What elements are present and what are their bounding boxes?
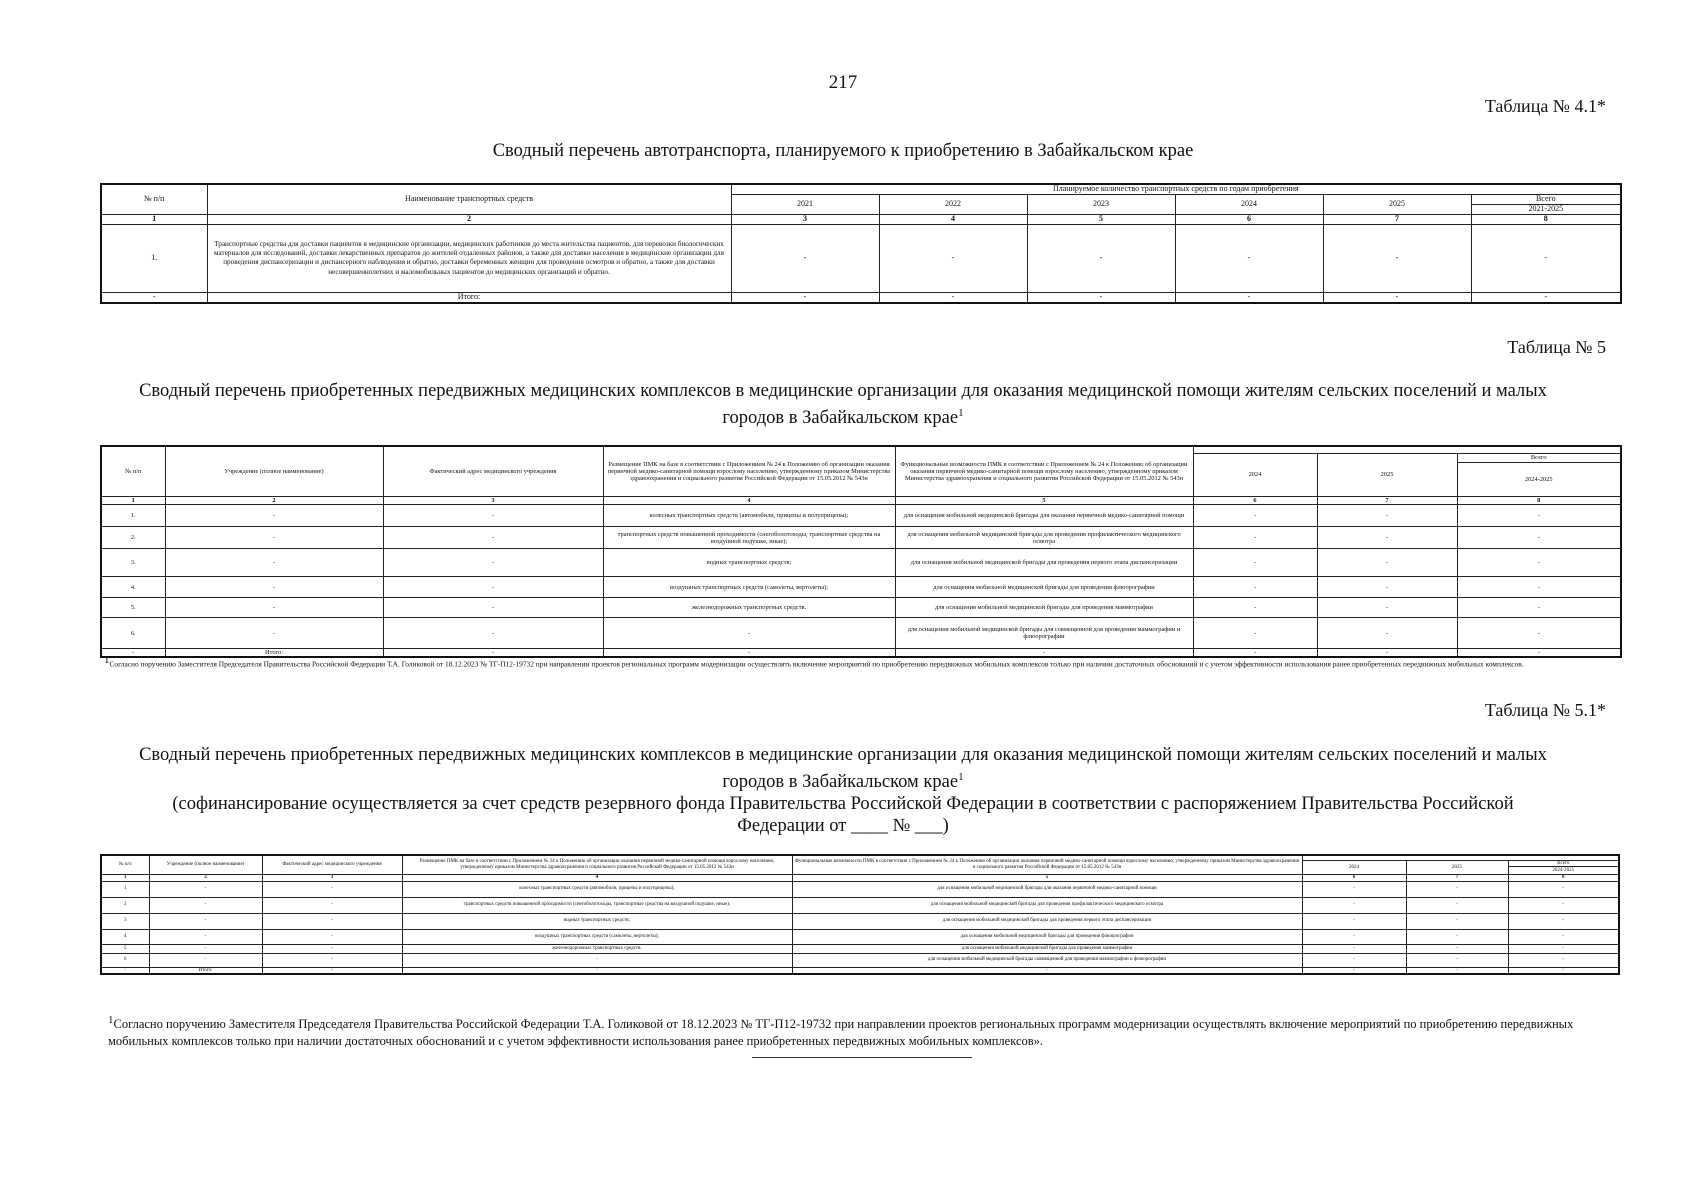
- cell-institution: -: [149, 881, 262, 897]
- cell-value: -: [1317, 527, 1457, 549]
- col-number: 8: [1457, 497, 1621, 505]
- cell-value: -: [1193, 527, 1317, 549]
- row-num: 3: [101, 913, 149, 929]
- row-num: 1: [101, 881, 149, 897]
- cell-institution: -: [165, 577, 383, 598]
- cell-value: -: [1175, 224, 1323, 292]
- cell-institution: -: [165, 505, 383, 527]
- cell-value: -: [1406, 967, 1508, 974]
- cell-value: -: [1457, 598, 1621, 618]
- heading-line: (софинансирование осуществляется за счет средств резервного фонда Правительства Российской Федерации в соответствии с распоряжением Правительства Российской: [172, 794, 1514, 815]
- cell-placement: -: [603, 618, 895, 649]
- cell-value: -: [879, 224, 1027, 292]
- total-label: Итого:: [149, 967, 262, 974]
- row-num: 2.: [101, 527, 165, 549]
- header-institution: Учреждение (полное наименование): [149, 855, 262, 875]
- header-total-range: 2024-2025: [1457, 463, 1621, 497]
- total-row: [101, 967, 1619, 974]
- total-row: [101, 292, 1621, 302]
- table-4-1-heading: Сводный перечень автотранспорта, планируемого к приобретению в Забайкальском крае: [492, 141, 1194, 161]
- col-number: 2: [165, 497, 383, 505]
- total-label: Итого:: [165, 649, 383, 658]
- cell-placement: -: [402, 953, 792, 967]
- cell-value: -: [1508, 881, 1619, 897]
- cell-value: -: [1193, 505, 1317, 527]
- heading-line: Федерации от ____ № ___): [737, 816, 949, 837]
- heading-text: городов в Забайкальском крае: [722, 408, 959, 429]
- header-num: № п/п: [101, 855, 149, 875]
- cell-value: -: [1193, 649, 1317, 658]
- table-row: [101, 881, 1619, 897]
- row-num: 5: [101, 944, 149, 953]
- cell-value: -: [1175, 292, 1323, 302]
- footnote-ref: 1: [958, 407, 964, 419]
- cell-value: -: [1302, 897, 1406, 913]
- cell-functions: для оснащения мобильной медицинской бригады для проведения первого этапа диспансеризации: [895, 549, 1193, 577]
- cell-functions: для оснащения мобильной медицинской бригады для проведения флюорографии: [895, 577, 1193, 598]
- col-number: 5: [895, 497, 1193, 505]
- row-num: 4: [101, 929, 149, 944]
- header-placement: Размещение ПМК на базе в соответствии с Приложением № 24 к Положению об организации оказания первичной медико-санитарной помощи взрослому населению, утвержденному приказом Министерства здравоохранения и социального развития Российской Федерации от 15.05.2012 № 543н: [603, 446, 895, 497]
- header-address: Фактический адрес медицинского учреждения: [383, 446, 603, 497]
- table-row: [101, 527, 1621, 549]
- cell-functions: -: [895, 649, 1193, 658]
- table-5: [100, 445, 1622, 658]
- cell-address: -: [383, 618, 603, 649]
- footnote-text: Согласно поручению Заместителя Председателя Правительства Российской Федерации Т.А. Голиковой от 18.12.2023 № ТГ-П12-19732 при направлении проектов региональных программ модернизации осуществлять включение мероприятий по приобретению передвижных мобильных комплексов только при наличии достаточных обоснований и с учетом эффективности использования ранее приобретенных передвижных мобильных комплексов».: [108, 1017, 1574, 1049]
- cell-value: -: [1406, 953, 1508, 967]
- cell-value: -: [1323, 292, 1471, 302]
- cell-address: -: [383, 527, 603, 549]
- cell-value: -: [1323, 224, 1471, 292]
- table-5-1-caption: Таблица № 5.1*: [1484, 700, 1606, 720]
- cell-value: -: [1317, 505, 1457, 527]
- cell-institution: -: [165, 618, 383, 649]
- cell-institution: -: [149, 929, 262, 944]
- cell-value: -: [1471, 292, 1621, 302]
- cell-value: -: [1471, 224, 1621, 292]
- cell-functions: для оснащения мобильной медицинской бригады для проведения маммографии: [895, 598, 1193, 618]
- cell-value: -: [1027, 292, 1175, 302]
- footnote-ref: 1: [958, 771, 964, 783]
- table-row: [101, 549, 1621, 577]
- header-total-range: 2021-2025: [1471, 204, 1621, 214]
- col-number: 1: [101, 214, 207, 224]
- col-number: 3: [262, 875, 402, 882]
- table-row: [101, 577, 1621, 598]
- cell-functions: для оснащения мобильной медицинской бригады для проведения маммографии: [792, 944, 1302, 953]
- cell-address: -: [383, 505, 603, 527]
- col-number: 5: [792, 875, 1302, 882]
- table-row: [101, 224, 1621, 292]
- cell-address: -: [383, 598, 603, 618]
- col-number: 4: [879, 214, 1027, 224]
- header-year: 2025: [1317, 454, 1457, 497]
- cell-value: -: [1508, 967, 1619, 974]
- header-year: 2023: [1027, 194, 1175, 214]
- header-num: № п/п: [101, 184, 207, 214]
- cell-value: -: [1302, 913, 1406, 929]
- header-num: № п/п: [101, 446, 165, 497]
- row-num: -: [101, 967, 149, 974]
- cell-institution: -: [165, 549, 383, 577]
- heading-line: Сводный перечень приобретенных передвижных медицинских комплексов в медицинские организации для оказания медицинской помощи жителям сельских поселений и малых: [139, 381, 1547, 401]
- header-address: Фактический адрес медицинского учреждения: [262, 855, 402, 875]
- col-number: 8: [1508, 875, 1619, 882]
- cell-value: -: [731, 224, 879, 292]
- cell-value: -: [1457, 649, 1621, 658]
- row-num: 3.: [101, 549, 165, 577]
- cell-address: -: [383, 649, 603, 658]
- cell-value: -: [1508, 929, 1619, 944]
- header-total: Всего: [1508, 860, 1619, 867]
- cell-value: -: [731, 292, 879, 302]
- footnote-marker: 1: [104, 654, 110, 666]
- header-total: Всего: [1471, 194, 1621, 204]
- table-row: [101, 944, 1619, 953]
- header-group: Планируемое количество транспортных средств по годам приобретения: [731, 184, 1621, 194]
- table-5-1-heading: [80, 744, 1606, 837]
- cell-value: -: [1317, 598, 1457, 618]
- table-row: [101, 913, 1619, 929]
- cell-value: -: [1457, 527, 1621, 549]
- cell-placement: железнодорожных транспортных средств.: [402, 944, 792, 953]
- cell-institution: -: [165, 527, 383, 549]
- table-5-heading: [80, 380, 1606, 429]
- row-num: 5.: [101, 598, 165, 618]
- footnote-marker: 1: [108, 1014, 114, 1026]
- cell-value: -: [1508, 913, 1619, 929]
- cell-address: -: [262, 897, 402, 913]
- cell-value: -: [1457, 577, 1621, 598]
- table-row: [101, 505, 1621, 527]
- row-num: 1.: [101, 224, 207, 292]
- cell-functions: для оснащения мобильной медицинской бригады для проведения флюорографии: [792, 929, 1302, 944]
- cell-value: -: [1302, 944, 1406, 953]
- col-number: 2: [207, 214, 731, 224]
- cell-placement: транспортных средств повышенной проходимости (снегоболотоходы, транспортные средства на воздушной подушке, иные);: [603, 527, 895, 549]
- col-number: 4: [603, 497, 895, 505]
- cell-functions: для оснащения мобильной медицинской бригады для проведения профилактического медицинского осмотра: [792, 897, 1302, 913]
- table-4-1: [100, 183, 1622, 304]
- table-row: [101, 897, 1619, 913]
- cell-value: -: [1406, 881, 1508, 897]
- cell-value: -: [1317, 649, 1457, 658]
- cell-value: -: [1193, 618, 1317, 649]
- row-num: 2: [101, 897, 149, 913]
- col-number: 6: [1302, 875, 1406, 882]
- cell-address: -: [262, 881, 402, 897]
- cell-value: -: [1406, 944, 1508, 953]
- table-row: [101, 618, 1621, 649]
- row-text: Транспортные средства для доставки пациентов в медицинские организации, медицинских работников до места жительства пациентов, для перевозки биологических материалов для исследований, доставки лекарственных препаратов до жителей отдаленных районов, а также для доставки населения в медицинские организации для проведения диспансеризации и диспансерного наблюдения и обратно, доставки беременных женщин для проведения осмотров и обратно, а также для доставки несовершеннолетних и маломобильных пациентов до медицинских организаций и обратно.: [207, 224, 731, 292]
- cell-address: -: [262, 913, 402, 929]
- cell-value: -: [1193, 577, 1317, 598]
- col-number: 2: [149, 875, 262, 882]
- col-number: 5: [1027, 214, 1175, 224]
- heading-text: городов в Забайкальском крае: [722, 772, 959, 793]
- cell-institution: -: [149, 953, 262, 967]
- cell-value: -: [1317, 549, 1457, 577]
- header-placement: Размещение ПМК на базе в соответствии с Приложением № 24 к Положению об организации оказания первичной медико-санитарной помощи взрослому населению, утвержденному приказом Министерства здравоохранения и социального развития Российской Федерации от 15.05.2012 № 543н: [402, 855, 792, 875]
- header-functions: Функциональные возможности ПМК в соответствии с Приложением № 24 к Положению об организации оказания первичной медико-санитарной помощи взрослому населению, утвержденному приказом Министерства здравоохранения и социального развития Российской Федерации от 15.05.2012 № 543н: [895, 446, 1193, 497]
- cell-value: -: [1406, 913, 1508, 929]
- table-row: [101, 953, 1619, 967]
- cell-functions: для оснащения мобильной медицинской бригады для оказания первичной медико-санитарной помощи: [895, 505, 1193, 527]
- footnote-text: Согласно поручению Заместителя Председателя Правительства Российской Федерации Т.А. Голиковой от 18.12.2023 № ТГ-П12-19732 при направлении проектов региональных программ модернизации осуществлять включение мероприятий по приобретению передвижных мобильных комплексов только при наличии достаточных обоснований и с учетом эффективности использования ранее приобретенных передвижных мобильных комплексов.: [109, 659, 1524, 669]
- cell-placement: транспортных средств повышенной проходимости (снегоболотоходы, транспортные средства на воздушной подушке, иные);: [402, 897, 792, 913]
- cell-institution: -: [149, 913, 262, 929]
- header-year: 2024: [1302, 860, 1406, 875]
- cell-value: -: [1302, 881, 1406, 897]
- cell-value: -: [1406, 929, 1508, 944]
- col-number: 6: [1193, 497, 1317, 505]
- header-total: Всего: [1457, 454, 1621, 463]
- cell-placement: водных транспортных средств;: [603, 549, 895, 577]
- header-year: 2024: [1193, 454, 1317, 497]
- cell-placement: -: [402, 967, 792, 974]
- col-number: 7: [1323, 214, 1471, 224]
- cell-functions: для оснащения мобильной медицинской бригады совмещенной для проведения маммографии и флюорографии: [792, 953, 1302, 967]
- row-num: 1.: [101, 505, 165, 527]
- cell-value: -: [1317, 577, 1457, 598]
- header-total-range: 2024-2025: [1508, 867, 1619, 875]
- header-year: 2022: [879, 194, 1027, 214]
- cell-address: -: [262, 944, 402, 953]
- cell-value: -: [879, 292, 1027, 302]
- heading-line: [80, 402, 1606, 429]
- cell-value: -: [1302, 953, 1406, 967]
- header-year: 2025: [1323, 194, 1471, 214]
- table-5-footnote: [104, 654, 1614, 669]
- cell-value: -: [1508, 953, 1619, 967]
- col-number: 3: [731, 214, 879, 224]
- cell-address: -: [262, 953, 402, 967]
- cell-functions: для оснащения мобильной медицинской бригады для проведения первого этапа диспансеризации: [792, 913, 1302, 929]
- col-number: 8: [1471, 214, 1621, 224]
- cell-value: -: [1193, 598, 1317, 618]
- cell-value: -: [1508, 944, 1619, 953]
- cell-value: -: [1406, 897, 1508, 913]
- page-number: 217: [828, 72, 858, 93]
- cell-value: -: [1457, 505, 1621, 527]
- col-number: 7: [1406, 875, 1508, 882]
- header-year: 2021: [731, 194, 879, 214]
- cell-placement: -: [603, 649, 895, 658]
- cell-value: -: [1027, 224, 1175, 292]
- closing-rule: [752, 1057, 972, 1058]
- col-number: 7: [1317, 497, 1457, 505]
- col-number: 1: [101, 497, 165, 505]
- cell-value: -: [1508, 897, 1619, 913]
- cell-functions: -: [792, 967, 1302, 974]
- cell-institution: -: [165, 598, 383, 618]
- main-footnote: [108, 1012, 1608, 1050]
- total-label: Итого:: [207, 292, 731, 302]
- cell-placement: водных транспортных средств;: [402, 913, 792, 929]
- header-year: 2024: [1175, 194, 1323, 214]
- cell-placement: колесных транспортных средств (автомобили, прицепы и полуприцепы);: [402, 881, 792, 897]
- cell-value: -: [1317, 618, 1457, 649]
- cell-placement: воздушных транспортных средств (самолеты, вертолеты);: [603, 577, 895, 598]
- cell-value: -: [1193, 549, 1317, 577]
- cell-address: -: [262, 967, 402, 974]
- header-group-empty: [1193, 446, 1621, 454]
- col-number: 3: [383, 497, 603, 505]
- heading-line: [80, 766, 1606, 793]
- heading-line: Сводный перечень приобретенных передвижных медицинских комплексов в медицинские организации для оказания медицинской помощи жителям сельских поселений и малых: [139, 745, 1547, 765]
- row-num: 4.: [101, 577, 165, 598]
- cell-institution: -: [149, 944, 262, 953]
- cell-value: -: [1302, 967, 1406, 974]
- cell-functions: для оснащения мобильной медицинской бригады для проведения профилактического медицинского осмотра: [895, 527, 1193, 549]
- row-num: 6.: [101, 618, 165, 649]
- col-number: 4: [402, 875, 792, 882]
- header-year: 2025: [1406, 860, 1508, 875]
- cell-address: -: [383, 549, 603, 577]
- header-functions: Функциональные возможности ПМК в соответствии с Приложением № 24 к Положению об организации оказания первичной медико-санитарной помощи взрослому населению, утвержденному приказом Министерства здравоохранения и социального развития Российской Федерации от 15.05.2012 № 543н: [792, 855, 1302, 875]
- header-name: Наименование транспортных средств: [207, 184, 731, 214]
- cell-address: -: [383, 577, 603, 598]
- row-num: -: [101, 649, 165, 658]
- cell-address: -: [262, 929, 402, 944]
- cell-institution: -: [149, 897, 262, 913]
- col-number: 6: [1175, 214, 1323, 224]
- cell-placement: воздушных транспортных средств (самолеты, вертолеты);: [402, 929, 792, 944]
- table-row: [101, 929, 1619, 944]
- cell-functions: для оснащения мобильной медицинской бригады для совмещенной для проведения маммографии и флюорографии: [895, 618, 1193, 649]
- table-row: [101, 598, 1621, 618]
- cell-value: -: [1457, 618, 1621, 649]
- cell-functions: для оснащения мобильной медицинской бригады для оказания первичной медико-санитарной помощи: [792, 881, 1302, 897]
- cell-placement: колесных транспортных средств (автомобили, прицепы и полуприцепы);: [603, 505, 895, 527]
- col-number: 1: [101, 875, 149, 882]
- table-5-caption: Таблица № 5: [1507, 337, 1606, 357]
- cell-value: -: [1302, 929, 1406, 944]
- row-num: 6: [101, 953, 149, 967]
- header-institution: Учреждение (полное наименование): [165, 446, 383, 497]
- table-4-1-caption: Таблица № 4.1*: [1484, 96, 1606, 116]
- cell-placement: железнодорожных транспортных средств.: [603, 598, 895, 618]
- cell-value: -: [101, 292, 207, 302]
- table-5-1: [100, 854, 1620, 975]
- cell-value: -: [1457, 549, 1621, 577]
